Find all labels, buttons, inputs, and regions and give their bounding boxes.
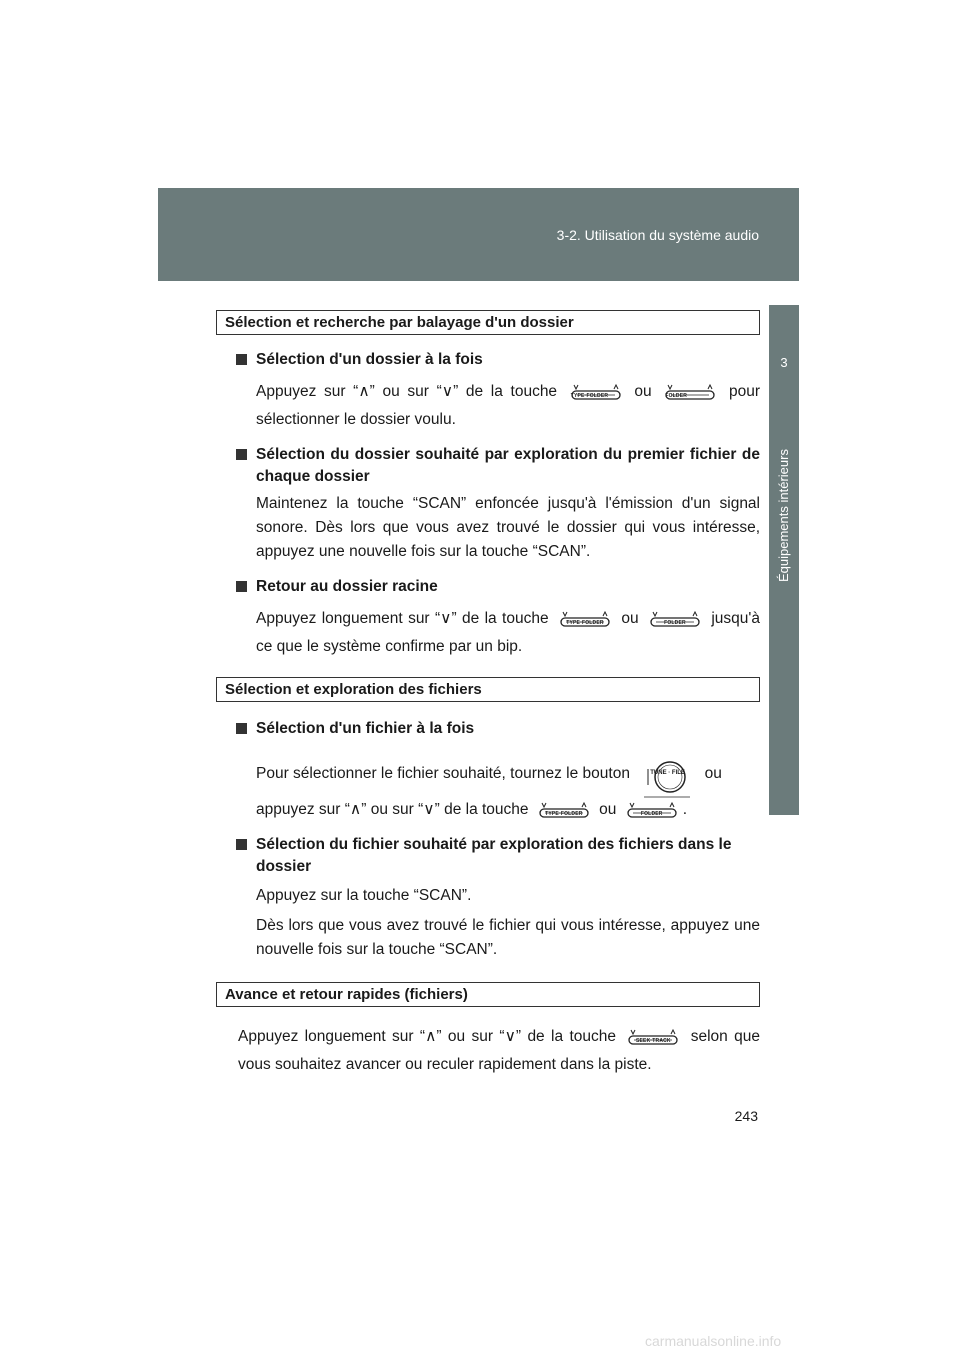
section-title: Sélection et recherche par balayage d'un dossier [216,310,760,335]
page-number: 243 [734,1108,758,1124]
paragraph: sélectionner le dossier voulu. [256,411,456,428]
section-title: Avance et retour rapides (fichiers) [216,982,760,1007]
square-bullet-icon [236,839,247,850]
tune-file-knob-icon: TUNE · FILE [640,747,694,801]
type-folder-button-icon: TYPE·FOLDER [571,382,621,402]
watermark: carmanualsonline.info [645,1333,782,1349]
page-content [220,310,760,1079]
item-title: Retour au dossier racine [236,576,760,598]
square-bullet-icon [236,449,247,460]
chapter-label: Équipements intérieurs [776,449,791,582]
square-bullet-icon [236,354,247,365]
section-header: 3-2. Utilisation du système audio [556,227,759,243]
chapter-number: 3 [780,355,788,370]
folder-button-icon: FOLDER [650,609,700,629]
paragraph: Dès lors que vous avez trouvé le fichier qui vous intéresse, appuyez une nouvelle fois sur la touche “SCAN”. [256,917,760,958]
item-title: Sélection du fichier souhaité par exploration des fichiers dans le dossier [236,834,760,878]
item-title: Sélection d'un dossier à la fois [236,349,760,371]
item-title: Sélection du dossier souhaité par exploration du premier fichier de chaque dossier [236,444,760,488]
paragraph: Appuyez sur la touche “SCAN”. [256,887,472,904]
section-title: Sélection et exploration des fichiers [216,677,760,702]
paragraph: Pour sélectionner le fichier souhaité, tournez le bouton TUNE · FILE ou [256,746,760,802]
item-title: Sélection d'un fichier à la fois [236,718,760,740]
type-folder-button-icon: TYPE·FOLDER [539,800,589,820]
seek-track-button-icon: SEEK·TRACK [628,1027,678,1047]
paragraph: Maintenez la touche “SCAN” enfoncée jusqu'à l'émission d'un signal sonore. Dès lors que vous avez trouvé le dossier qui vous intéresse, appuyez une nouvelle fois sur la touche “SCAN”. [256,495,760,560]
square-bullet-icon [236,581,247,592]
folder-button-icon: FOLDER [627,800,677,820]
type-folder-button-icon: TYPE·FOLDER [560,609,610,629]
square-bullet-icon [236,723,247,734]
paragraph: Appuyez longuement sur “∨” de la touche TYPE·FOLDER ou FOLDER jusqu'à ce que le système confirme par un bip. [256,610,760,655]
folder-button-icon: FOLDER [665,382,715,402]
paragraph: Appuyez longuement sur “∧” ou sur “∨” de la touche SEEK·TRACK selon que vous souhaitez avancer ou reculer rapidement dans la piste. [238,1028,760,1073]
paragraph: appuyez sur “∧” ou sur “∨” de la touche TYPE·FOLDER ou FOLDER . [256,801,688,818]
paragraph: Appuyez sur “∧” ou sur “∨” de la touche TYPE·FOLDER ou FOLDER pour [256,383,761,400]
header-bar [158,188,799,281]
